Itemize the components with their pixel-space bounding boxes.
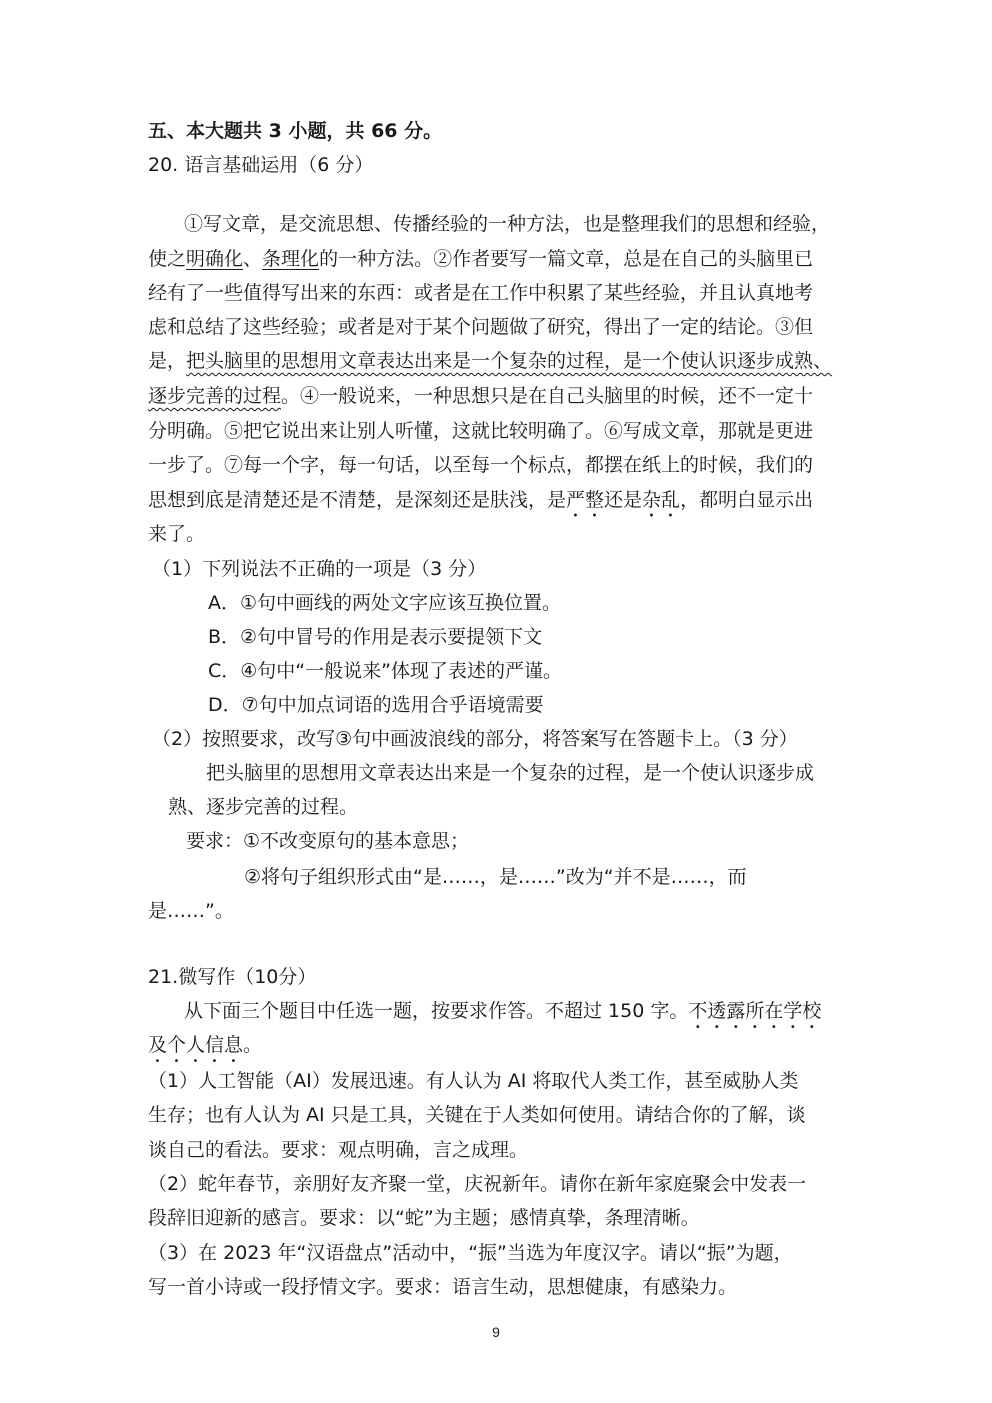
sub2-sentence-line-2: 熟、逐步完善的过程。	[168, 796, 359, 818]
passage-text: ，都明白显示出	[680, 489, 814, 511]
option-b: B．②句中冒号的作用是表示要提领下文	[208, 626, 543, 648]
wavy-underlined-phrase: 把头脑里的思想用文章表达出来是一个复杂的过程，是一个使认识逐步成熟、	[186, 350, 833, 372]
q21-option-3-line-1: （3）在 2023 年“汉语盘点”活动中，“振”当选为年度汉字。请以“振”为题，	[148, 1242, 793, 1264]
sub2-requirement-2-cont: 是……”。	[148, 900, 234, 922]
dotted-phrase: 不透露所在学校	[688, 1000, 822, 1022]
passage-line-8: 一步了。⑦每一个字，每一句话，以至每一个标点，都摆在纸上的时候，我们的	[148, 454, 814, 476]
dotted-word: 严整	[566, 489, 605, 511]
passage-text: 的一种方法。②作者要写一篇文章，总是在自己的头脑里已	[319, 248, 814, 270]
sub2-requirement-2: ②将句子组织形式由“是……，是……”改为“并不是……，而	[244, 866, 747, 888]
underlined-phrase: 条理化	[262, 248, 320, 270]
dotted-phrase: 及个人信息	[148, 1034, 244, 1056]
passage-line-1: ①写文章，是交流思想、传播经验的一种方法，也是整理我们的思想和经验，	[184, 213, 831, 235]
q21-option-1-line-3: 谈自己的看法。要求：观点明确，言之成理。	[148, 1139, 529, 1161]
sub1-prompt: （1）下列说法不正确的一项是（3 分）	[152, 558, 487, 580]
wavy-underlined-phrase: 逐步完善的过程	[148, 385, 282, 407]
q21-title: 21.微写作（10分）	[148, 966, 317, 988]
passage-line-6	[148, 383, 813, 409]
passage-line-2	[148, 246, 813, 272]
q21-intro-line-1	[184, 998, 821, 1033]
passage-line-7: 分明确。⑤把它说出来让别人听懂，这就比较明确了。⑥写成文章，那就是更进	[148, 420, 814, 442]
option-d: D．⑦句中加点词语的选用合乎语境需要	[208, 694, 544, 716]
q21-option-1-line-2: 生存；也有人认为 AI 只是工具，关键在于人类如何使用。请结合你的了解，谈	[148, 1104, 806, 1126]
passage-text: 还是	[604, 489, 643, 511]
q21-option-3-line-2: 写一首小诗或一段抒情文字。要求：语言生动，思想健康，有感染力。	[148, 1276, 738, 1298]
option-a: A．①句中画线的两处文字应该互换位置。	[208, 592, 562, 614]
q21-option-2-line-2: 段辞旧迎新的感言。要求：以“蛇”为主题；感情真挚，条理清晰。	[148, 1207, 700, 1229]
q21-option-2-line-1: （2）蛇年春节，亲朋好友齐聚一堂，庆祝新年。请你在新年家庭聚会中发表一	[148, 1173, 807, 1195]
passage-text: 是，	[148, 350, 187, 372]
sub2-sentence-line-1: 把头脑里的思想用文章表达出来是一个复杂的过程，是一个使认识逐步成	[206, 762, 815, 784]
dotted-word: 杂乱	[642, 489, 681, 511]
passage-line-5	[148, 348, 832, 374]
sub2-requirement-1: 要求：①不改变原句的基本意思；	[186, 830, 470, 852]
passage-line-3: 经有了一些值得写出来的东西：或者是在工作中积累了某些经验，并且认真地考	[148, 282, 814, 304]
passage-text: 、	[243, 248, 263, 270]
intro-text: 。	[243, 1034, 263, 1056]
sub2-prompt: （2）按照要求，改写③句中画波浪线的部分，将答案写在答题卡上。（3 分）	[152, 728, 798, 750]
section-heading: 五、本大题共 3 小题，共 66 分。	[148, 120, 443, 142]
passage-text: 使之	[148, 248, 187, 270]
q21-intro-line-2	[148, 1032, 262, 1067]
option-c: C．④句中“一般说来”体现了表述的严谨。	[208, 660, 562, 682]
underlined-phrase: 明确化	[186, 248, 244, 270]
q21-option-1-line-1: （1）人工智能（AI）发展迅速。有人认为 AI 将取代人类工作，甚至威胁人类	[148, 1070, 799, 1092]
intro-text: 从下面三个题目中任选一题，按要求作答。不超过 150 字。	[184, 1000, 689, 1022]
q20-title: 20. 语言基础运用（6 分）	[148, 154, 374, 176]
page-number: 9	[492, 1324, 500, 1340]
passage-line-9	[148, 487, 813, 522]
passage-text: 。④一般说来，一种思想只是在自己头脑里的时候，还不一定十	[281, 385, 814, 407]
passage-line-4: 虑和总结了这些经验；或者是对于某个问题做了研究，得出了一定的结论。③但	[148, 316, 814, 338]
passage-line-10: 来了。	[148, 523, 206, 545]
passage-text: 思想到底是清楚还是不清楚，是深刻还是肤浅，是	[148, 489, 567, 511]
